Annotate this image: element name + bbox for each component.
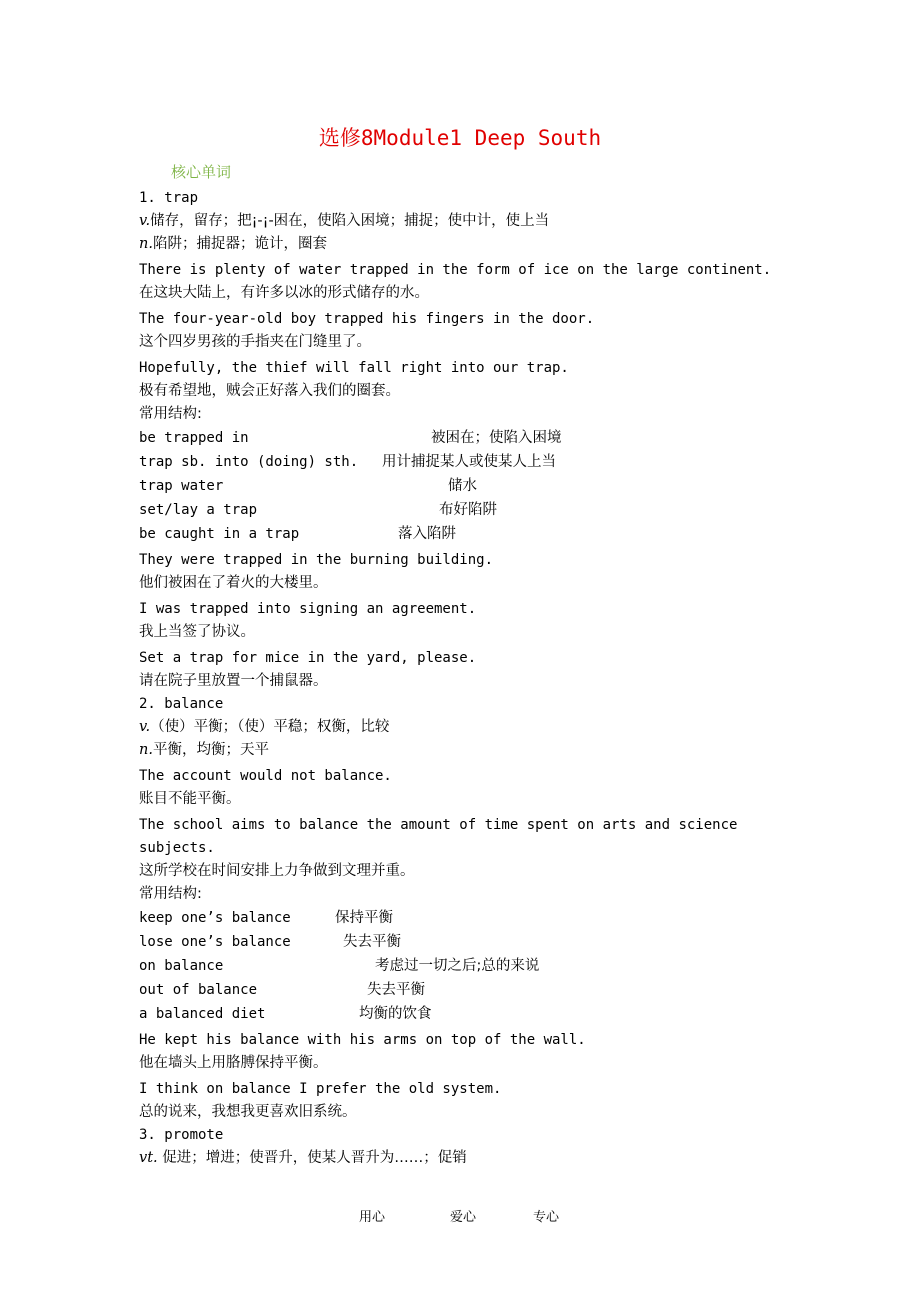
structure-meaning: 用计捕捉某人或使某人上当 bbox=[382, 454, 556, 470]
example-zh: 他在墙头上用胳膊保持平衡。 bbox=[139, 1055, 328, 1071]
definition-text: （使）平衡；（使）平稳；权衡，比较 bbox=[150, 719, 390, 735]
definition-noun bbox=[139, 233, 799, 256]
structure-phrase: be trapped in bbox=[139, 430, 249, 446]
structure-phrase: be caught in a trap bbox=[139, 526, 300, 542]
structure-row bbox=[139, 450, 799, 474]
part-of-speech: vt. bbox=[139, 1150, 158, 1166]
structure-meaning: 均衡的饮食 bbox=[359, 1006, 432, 1022]
structure-row bbox=[139, 978, 799, 1002]
structure-meaning: 失去平衡 bbox=[367, 982, 425, 998]
structure-phrase: out of balance bbox=[139, 982, 258, 998]
footer-text: 用心 bbox=[359, 1210, 386, 1225]
example-zh: 他们被困在了着火的大楼里。 bbox=[139, 575, 328, 591]
structure-row bbox=[139, 1002, 799, 1026]
example-en: I was trapped into signing an agreement. bbox=[139, 601, 477, 617]
definition-noun bbox=[139, 739, 799, 762]
section-heading: 核心单词 bbox=[171, 163, 232, 181]
definition-text: 储存，留存；把¡-¡-困在，使陷入困境；捕捉；使中计，使上当 bbox=[150, 213, 550, 229]
definition-verb bbox=[139, 716, 799, 739]
structure-row bbox=[139, 906, 799, 930]
document-title: 选修8Module1 Deep South bbox=[318, 126, 602, 150]
structure-meaning: 失去平衡 bbox=[343, 934, 401, 950]
structure-row bbox=[139, 930, 799, 954]
structure-row bbox=[139, 522, 799, 546]
example-zh: 总的说来，我想我更喜欢旧系统。 bbox=[139, 1104, 357, 1120]
example-en: The school aims to balance the amount of time spent on arts and science bbox=[139, 817, 738, 833]
example-en: I think on balance I prefer the old system. bbox=[139, 1081, 502, 1097]
structure-row bbox=[139, 954, 799, 978]
example-zh: 极有希望地，贼会正好落入我们的圈套。 bbox=[139, 383, 400, 399]
vocabulary-content bbox=[139, 187, 799, 1170]
structure-phrase: lose one’s balance bbox=[139, 934, 291, 950]
example-en: The account would not balance. bbox=[139, 768, 392, 784]
example-en: There is plenty of water trapped in the form of ice on the large continent. bbox=[139, 262, 772, 278]
example-en: Set a trap for mice in the yard, please. bbox=[139, 650, 477, 666]
example-zh: 在这块大陆上，有许多以冰的形式储存的水。 bbox=[139, 285, 429, 301]
structure-phrase: set/lay a trap bbox=[139, 502, 258, 518]
definition-text: 促进；增进；使晋升，使某人晋升为……；促销 bbox=[162, 1150, 467, 1166]
part-of-speech: v. bbox=[139, 213, 151, 229]
structure-meaning: 保持平衡 bbox=[335, 910, 393, 926]
part-of-speech: n. bbox=[139, 742, 153, 758]
structure-row bbox=[139, 474, 799, 498]
structure-phrase: on balance bbox=[139, 958, 224, 974]
example-zh: 我上当签了协议。 bbox=[139, 624, 255, 640]
example-zh: 这所学校在时间安排上力争做到文理并重。 bbox=[139, 863, 415, 879]
example-zh: 账目不能平衡。 bbox=[139, 791, 241, 807]
structure-phrase: keep one’s balance bbox=[139, 910, 291, 926]
example-en: He kept his balance with his arms on top of the wall. bbox=[139, 1032, 586, 1048]
example-zh: 这个四岁男孩的手指夹在门缝里了。 bbox=[139, 334, 371, 350]
structure-meaning: 储水 bbox=[448, 478, 477, 494]
footer-text: 专心 bbox=[533, 1210, 560, 1225]
entry-heading-balance: 2. balance bbox=[139, 696, 224, 712]
example-zh: 请在院子里放置一个捕鼠器。 bbox=[139, 673, 328, 689]
structure-phrase: trap water bbox=[139, 478, 224, 494]
structure-meaning: 考虑过一切之后;总的来说 bbox=[375, 958, 540, 974]
footer-text: 爱心 bbox=[450, 1210, 477, 1225]
example-en: Hopefully, the thief will fall right into our trap. bbox=[139, 360, 569, 376]
definition-text: 陷阱；捕捉器；诡计，圈套 bbox=[152, 236, 327, 252]
structure-label: 常用结构: bbox=[139, 886, 202, 902]
example-en: subjects. bbox=[139, 840, 215, 856]
structure-phrase: a balanced diet bbox=[139, 1006, 266, 1022]
part-of-speech: v. bbox=[139, 719, 151, 735]
definition-text: 平衡，均衡；天平 bbox=[152, 742, 269, 758]
entry-heading-trap: 1. trap bbox=[139, 190, 199, 206]
example-en: They were trapped in the burning building. bbox=[139, 552, 494, 568]
entry-heading-promote: 3. promote bbox=[139, 1127, 224, 1143]
structure-row bbox=[139, 498, 799, 522]
definition-verb bbox=[139, 1147, 799, 1170]
structure-meaning: 被困在；使陷入困境 bbox=[431, 430, 562, 446]
part-of-speech: n. bbox=[139, 236, 153, 252]
example-en: The four-year-old boy trapped his fingers in the door. bbox=[139, 311, 595, 327]
structure-label: 常用结构: bbox=[139, 406, 202, 422]
structure-phrase: trap sb. into (doing) sth. bbox=[139, 454, 359, 470]
structure-meaning: 布好陷阱 bbox=[439, 502, 497, 518]
definition-verb bbox=[139, 210, 799, 233]
structure-row bbox=[139, 426, 799, 450]
structure-meaning: 落入陷阱 bbox=[398, 526, 456, 542]
